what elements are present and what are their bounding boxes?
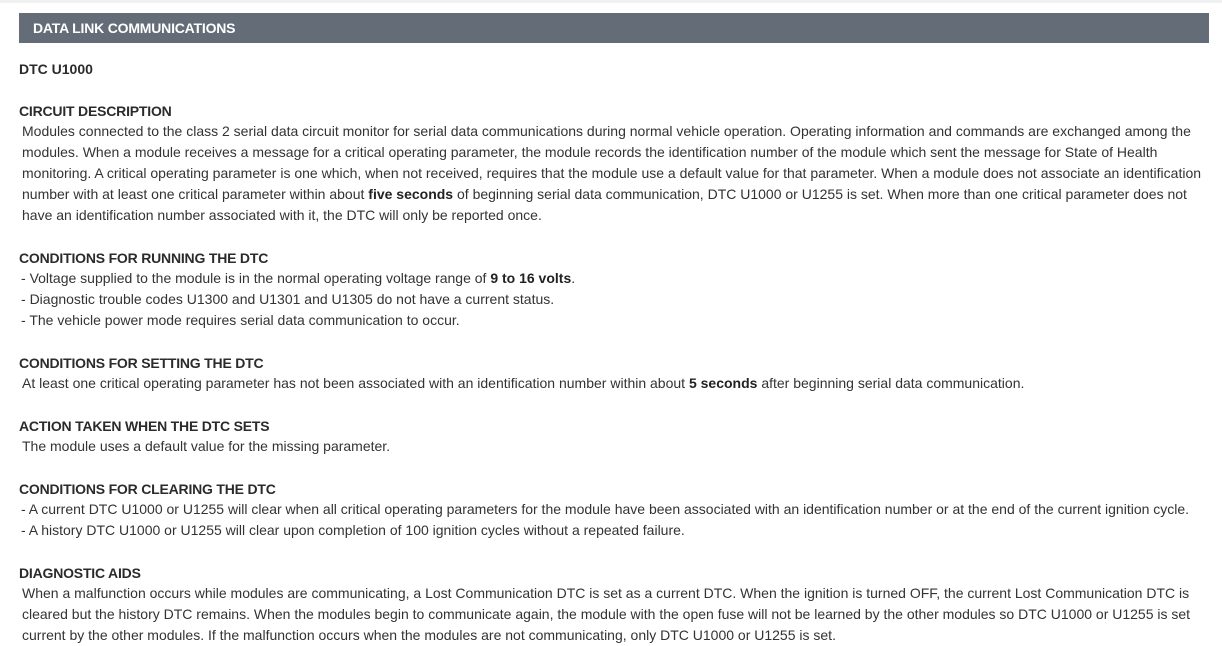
circuit-description-text <box>19 121 1214 226</box>
document-content <box>19 59 1214 646</box>
running-item-1-text: Voltage supplied to the module is in the normal operating voltage range of <box>29 270 491 286</box>
list-item <box>19 268 1214 289</box>
diagnostic-aids-title: DIAGNOSTIC AIDS <box>19 565 141 581</box>
running-conditions-list <box>19 268 1214 331</box>
setting-conditions-text <box>19 373 1214 394</box>
running-item-1-bold: 9 to 16 volts <box>490 270 572 286</box>
clearing-conditions-list <box>19 499 1214 541</box>
circuit-description-title: CIRCUIT DESCRIPTION <box>19 103 172 119</box>
running-item-1-post: . <box>571 270 576 286</box>
circuit-text-bold: five seconds <box>368 186 454 202</box>
setting-text-bold: 5 seconds <box>688 375 758 391</box>
action-taken-section <box>19 416 1214 457</box>
diagnostic-aids-section <box>19 563 1214 646</box>
circuit-text-part-2: of beginning serial data communication, DTC U1000 or U1255 is set. When more than one critical parameter does not have an identification number associated with it, the DTC will only be reported once. <box>22 186 1187 223</box>
list-item <box>19 520 1214 541</box>
running-item-2-text: Diagnostic trouble codes U1300 and U1301 and U1305 do not have a current status. <box>29 291 555 307</box>
dtc-code: DTC U1000 <box>19 61 93 77</box>
clearing-item-1-text: A current DTC U1000 or U1255 will clear when all critical operating parameters for the module have been associated with an identification number or at the end of the current ignition cycle. <box>28 501 1190 517</box>
circuit-description-section <box>19 101 1214 226</box>
bullet-marker: - <box>21 522 29 538</box>
running-item-3-text: The vehicle power mode requires serial data communication to occur. <box>29 312 460 328</box>
setting-conditions-title: CONDITIONS FOR SETTING THE DTC <box>19 355 264 371</box>
action-taken-text: The module uses a default value for the missing parameter. <box>22 438 391 454</box>
diagnostic-aids-text: When a malfunction occurs while modules are communicating, a Lost Communication DTC is set as a current DTC. When the ignition is turned OFF, the current Lost Communication DTC is cleared but the history DTC remains. When the modules begin to communicate again, the module with the open fuse will not be learned by the other modules so DTC U1000 or U1255 is set current by the other modules. If the malfunction occurs when the modules are not communicating, only DTC U1000 or U1255 is set. <box>22 585 1191 643</box>
clearing-conditions-title: CONDITIONS FOR CLEARING THE DTC <box>19 481 276 497</box>
clearing-conditions-section <box>19 479 1214 541</box>
list-item <box>19 289 1214 310</box>
bullet-marker: - <box>21 270 30 286</box>
setting-text-part-2: after beginning serial data communication. <box>757 375 1025 391</box>
header-title: DATA LINK COMMUNICATIONS <box>33 20 236 36</box>
clearing-item-2-text: A history DTC U1000 or U1255 will clear upon completion of 100 ignition cycles without a repeated failure. <box>28 522 685 538</box>
circuit-text-part-1: Modules connected to the class 2 serial data circuit monitor for serial data communications during normal vehicle operation. Operating information and commands are exchanged among the modules. When a module receives a message for a critical operating parameter, the module records the identification number of the module which sent the message for State of Health monitoring. A critical operating parameter is one which, when not received, requires that the module use a default value for that parameter. When a module does not associate an identification number with at least one critical parameter within about <box>22 123 1202 202</box>
list-item <box>19 499 1214 520</box>
top-divider <box>0 0 1222 3</box>
section-header-bar <box>19 13 1209 43</box>
action-taken-title: ACTION TAKEN WHEN THE DTC SETS <box>19 418 270 434</box>
setting-conditions-section <box>19 353 1214 394</box>
running-conditions-section <box>19 248 1214 331</box>
running-conditions-title: CONDITIONS FOR RUNNING THE DTC <box>19 250 269 266</box>
setting-text-part-1: At least one critical operating parameter has not been associated with an identification number within about <box>22 375 689 391</box>
bullet-marker: - <box>21 312 30 328</box>
bullet-marker: - <box>21 501 29 517</box>
list-item <box>19 310 1214 331</box>
bullet-marker: - <box>21 291 30 307</box>
